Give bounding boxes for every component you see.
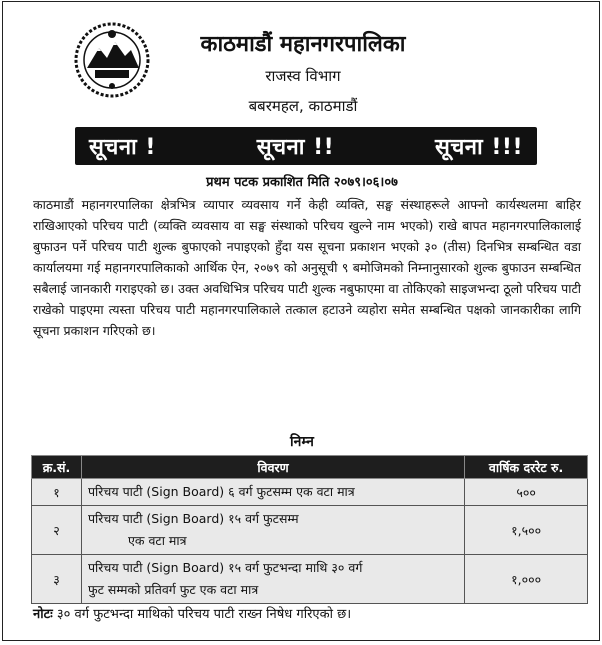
list-title: निम्न xyxy=(290,434,314,450)
header-description: विवरण xyxy=(81,456,464,479)
header-sn: क्र.सं. xyxy=(32,456,82,479)
row-sn: ३ xyxy=(32,555,82,604)
row-description xyxy=(81,506,464,555)
row-description xyxy=(81,555,464,604)
row-description xyxy=(81,479,464,506)
row-description-line: एक वटा मात्र xyxy=(127,533,187,548)
notice-page xyxy=(2,1,600,641)
table-row xyxy=(32,506,588,555)
department-name: राजस्व विभाग xyxy=(265,67,341,85)
footnote xyxy=(33,604,581,622)
publication-date: प्रथम पटक प्रकाशित मिति २०७९।०६।०७ xyxy=(206,175,398,190)
table-row xyxy=(32,479,588,506)
table-row xyxy=(32,555,588,604)
row-description-line: परिचय पाटी (Sign Board) १५ वर्ग फुटभन्दा माथि ३० वर्ग xyxy=(87,560,363,575)
office-address: बबरमहल, काठमाडौं xyxy=(248,97,358,115)
notice-word-1: सूचना ! xyxy=(89,135,156,160)
notice-body: काठमाडौं महानगरपालिका क्षेत्रभित्र व्यापार व्यवसाय गर्ने केही व्यक्ति, सङ्घ संस्थाहरूले आफ्नो कार्यस्थलमा बाहिर राखिआएको परिचय पाटी (व्यक्ति व्यवसाय वा सङ्घ संस्थाको परिचय खुल्ने नाम भएको) राखे बापत महानगरपालिकालाई बुफाउन पर्ने परिचय पाटी शुल्क बुफाएको नपाइएको हुँदा यस सूचना प्रकाशन भएको ३० (तीस) दिनभित्र सम्बन्धित वडा कार्यालयमा गई महानगरपालिकाको आर्थिक ऐन, २०७९ को अनुसूची ९ बमोजिमको निम्नानुसारको शुल्क बुफाउन सम्बन्धित सबैलाई जानकारी गराइएको छ। उक्त अवधिभित्र परिचय पाटी शुल्क नबुफाएमा वा तोकिएको साइजभन्दा ठूलो परिचय पाटी राखेको पाइएमा त्यस्ता परिचय पाटी महानगरपालिकाले तत्काल हटाउने व्यहोरा समेत सम्बन्धित पक्षको जानकारीका लागि सूचना प्रकाशन गरिएको छ। xyxy=(33,197,581,338)
row-description-line: परिचय पाटी (Sign Board) १५ वर्ग फुटसम्म xyxy=(87,511,299,526)
row-rate: १,५०० xyxy=(465,506,588,555)
table-header-row xyxy=(32,456,588,479)
row-description-line: परिचय पाटी (Sign Board) ६ वर्ग फुटसम्म एक वटा मात्र xyxy=(87,484,355,499)
notice-word-3: सूचना !!! xyxy=(434,135,523,160)
note-text: ३० वर्ग फुटभन्दा माथिको परिचय पाटी राख्न निषेध गरिएको छ। xyxy=(52,607,352,622)
note-label: नोटः xyxy=(33,607,53,622)
row-sn: १ xyxy=(32,479,82,506)
kmc-emblem-icon xyxy=(73,20,151,100)
row-rate: ५०० xyxy=(465,479,588,506)
header-rate: वार्षिक दररेट रु. xyxy=(465,456,588,479)
notice-banner xyxy=(75,127,537,165)
row-description-line: फुट सम्मको प्रतिवर्ग फुट एक वटा मात्र xyxy=(87,582,259,597)
fee-table xyxy=(31,455,588,604)
row-rate: १,००० xyxy=(465,555,588,604)
organization-name: काठमाडौं महानगरपालिका xyxy=(200,32,406,57)
row-sn: २ xyxy=(32,506,82,555)
notice-word-2: सूचना !! xyxy=(256,135,335,160)
